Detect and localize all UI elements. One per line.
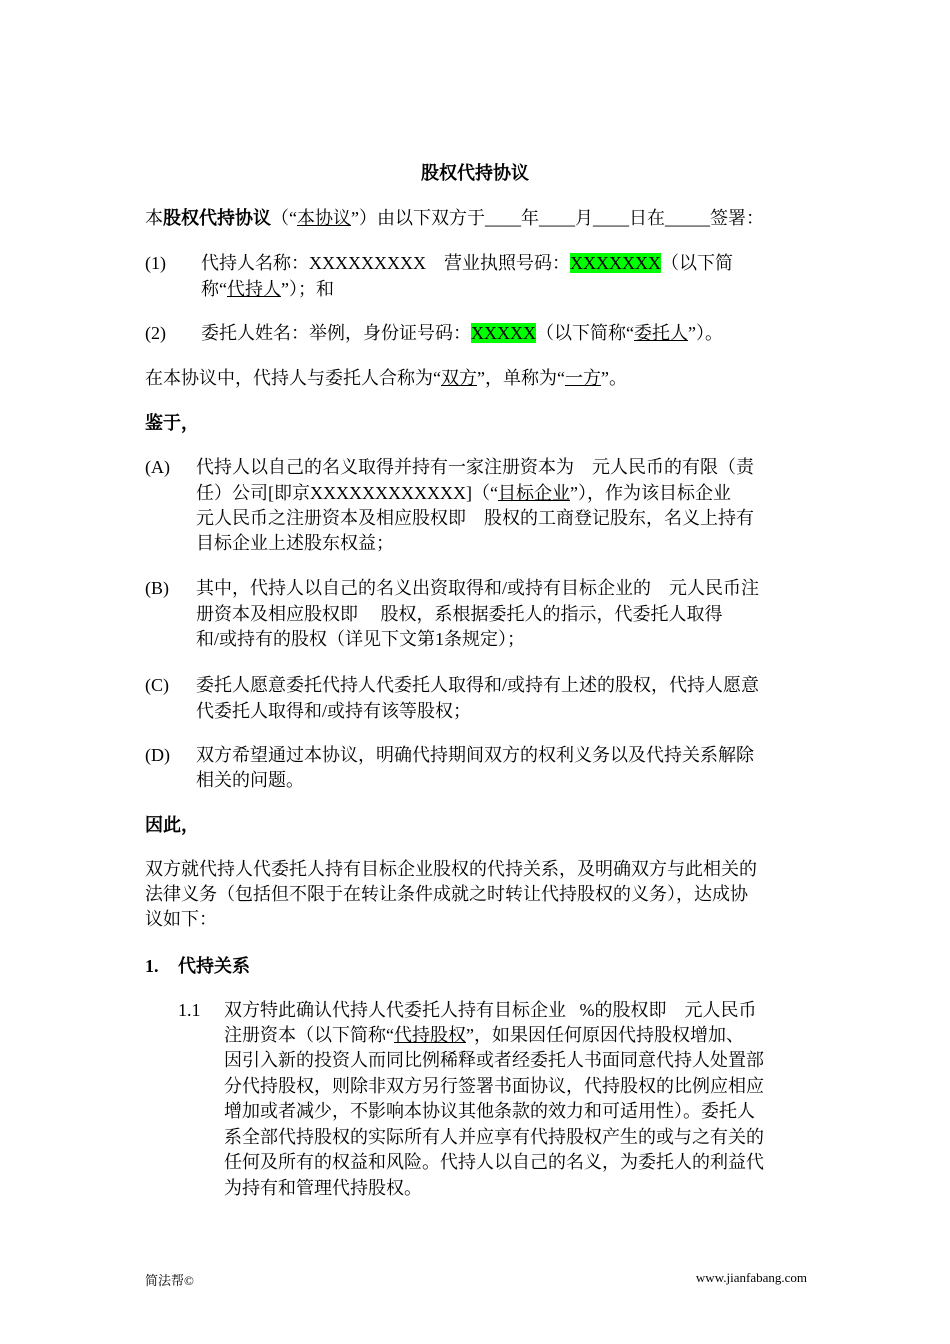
text-segment: ”。 <box>600 368 627 388</box>
document-title: 股权代持协议 <box>421 163 529 183</box>
text-segment: 本 <box>145 208 163 228</box>
text-segment: 任何及所有的权益和风险。代持人以自己的名义，为委托人的利益代 <box>224 1152 764 1172</box>
item-label: (1) <box>145 253 166 273</box>
text-segment: 分代持股权，则除非双方另行签署书面协议，代持股权的比例应相应 <box>224 1076 764 1096</box>
defined-term: 代持人 <box>227 279 281 299</box>
text-line <box>196 603 723 625</box>
text-line <box>224 1151 764 1173</box>
text-segment: 双方特此确认代持人代委托人持有目标企业 %的股权即 元人民币 <box>224 1000 757 1020</box>
text-line <box>196 769 304 791</box>
highlighted-placeholder: XXXXXXX <box>570 253 661 273</box>
defined-term: 双方 <box>441 368 477 388</box>
text-segment: （“ <box>271 208 297 228</box>
text-segment: 双方就代持人代委托人持有目标企业股权的代持关系，及明确双方与此相关的 <box>145 859 757 879</box>
text-segment: 因此， <box>145 815 199 835</box>
text-segment: 法律义务（包括但不限于在转让条件成就之时转让代持股权的义务），达成协 <box>145 884 748 904</box>
text-segment: 在本协议中，代持人与委托人合称为“ <box>145 368 441 388</box>
text-segment: 元人民币之注册资本及相应股权即 股权的工商登记股东，名义上持有 <box>196 508 754 528</box>
text-segment: 任）公司[即京XXXXXXXXXXXX]（“ <box>196 483 498 503</box>
text-line <box>224 999 757 1021</box>
text-segment: 和/或持有的股权（详见下文第1条规定）； <box>196 629 525 649</box>
text-line <box>201 278 334 300</box>
text-line <box>224 1049 764 1071</box>
defined-term: 目标企业 <box>497 483 570 503</box>
text-segment: 双方希望通过本协议，明确代持期间双方的权利义务以及代持关系解除 <box>196 745 754 765</box>
text-segment: ”）由以下双方于____年____月____日在_____签署： <box>351 208 764 228</box>
text-segment: ”，单称为“ <box>477 368 565 388</box>
text-segment: 议如下： <box>145 909 217 929</box>
item-label: (A) <box>145 457 170 477</box>
item-label: 1. <box>145 956 159 976</box>
text-segment: （以下简 <box>661 253 733 273</box>
highlighted-placeholder: XXXXX <box>471 323 536 343</box>
text-segment: 代持人以自己的名义取得并持有一家注册资本为 元人民币的有限（责 <box>196 457 754 477</box>
item-label: (2) <box>145 323 166 343</box>
text-segment: （以下简称“ <box>536 323 634 343</box>
text-segment: 系全部代持股权的实际所有人并应享有代持股权产生的或与之有关的 <box>224 1127 764 1147</box>
text-line <box>196 674 759 696</box>
text-segment: 目标企业上述股东权益； <box>196 533 394 553</box>
text-segment: 其中，代持人以自己的名义出资取得和/或持有目标企业的 元人民币注 <box>196 578 759 598</box>
text-line <box>224 1177 422 1199</box>
text-line <box>201 322 723 344</box>
text-line <box>224 1075 764 1097</box>
text-line <box>196 482 731 504</box>
text-segment: 代持关系 <box>178 956 250 976</box>
text-line <box>196 577 759 599</box>
text-segment: 鉴于， <box>145 413 199 433</box>
item-label: 1.1 <box>178 1000 201 1020</box>
text-segment: ”，如果因任何原因代持股权增加、 <box>466 1025 744 1045</box>
text-segment: 委托人愿意委托代持人代委托人取得和/或持有上述的股权，代持人愿意 <box>196 675 759 695</box>
text-segment: 相关的问题。 <box>196 770 304 790</box>
item-label: (B) <box>145 578 169 598</box>
footer-left: 简法帮© <box>145 1273 194 1288</box>
text-line <box>224 1126 764 1148</box>
text-line <box>224 1100 755 1122</box>
text-line <box>196 532 394 554</box>
text-segment: 代持人名称：XXXXXXXXX 营业执照号码： <box>201 253 570 273</box>
text-segment: 称“ <box>201 279 227 299</box>
defined-term: 一方 <box>564 368 601 388</box>
text-line <box>178 955 250 977</box>
text-line <box>196 628 525 650</box>
text-segment: ”）；和 <box>281 279 334 299</box>
text-line <box>196 744 754 766</box>
text-line <box>224 1024 744 1046</box>
footer-right: www.jianfabang.com <box>695 1270 807 1285</box>
text-line <box>145 367 627 389</box>
defined-term: 代持股权 <box>394 1025 466 1045</box>
text-segment: ”）。 <box>688 323 723 343</box>
text-segment: 增加或者减少，不影响本协议其他条款的效力和可适用性）。委托人 <box>224 1101 755 1121</box>
text-line <box>196 507 754 529</box>
text-line <box>145 883 748 905</box>
text-segment: 因引入新的投资人而同比例稀释或者经委托人书面同意代持人处置部 <box>224 1050 764 1070</box>
text-line <box>145 858 757 880</box>
text-line <box>196 700 471 722</box>
text-segment: 委托人姓名：举例，身份证号码： <box>201 323 471 343</box>
text-line <box>201 252 733 274</box>
item-label: (D) <box>145 745 170 765</box>
defined-term: 委托人 <box>634 323 688 343</box>
text-segment: ”），作为该目标企业 <box>569 483 731 503</box>
text-segment: 为持有和管理代持股权。 <box>224 1178 422 1198</box>
text-segment: 股权代持协议 <box>163 208 271 228</box>
text-line <box>145 412 199 434</box>
text-line <box>196 456 754 478</box>
text-line <box>145 207 764 229</box>
text-line <box>145 814 199 836</box>
text-segment: 册资本及相应股权即 股权，系根据委托人的指示，代委托人取得 <box>196 604 723 624</box>
item-label: (C) <box>145 675 169 695</box>
defined-term: 本协议 <box>297 208 351 228</box>
text-segment: 注册资本（以下简称“ <box>224 1025 394 1045</box>
text-segment: 代委托人取得和/或持有该等股权； <box>196 701 471 721</box>
text-line <box>145 908 217 930</box>
